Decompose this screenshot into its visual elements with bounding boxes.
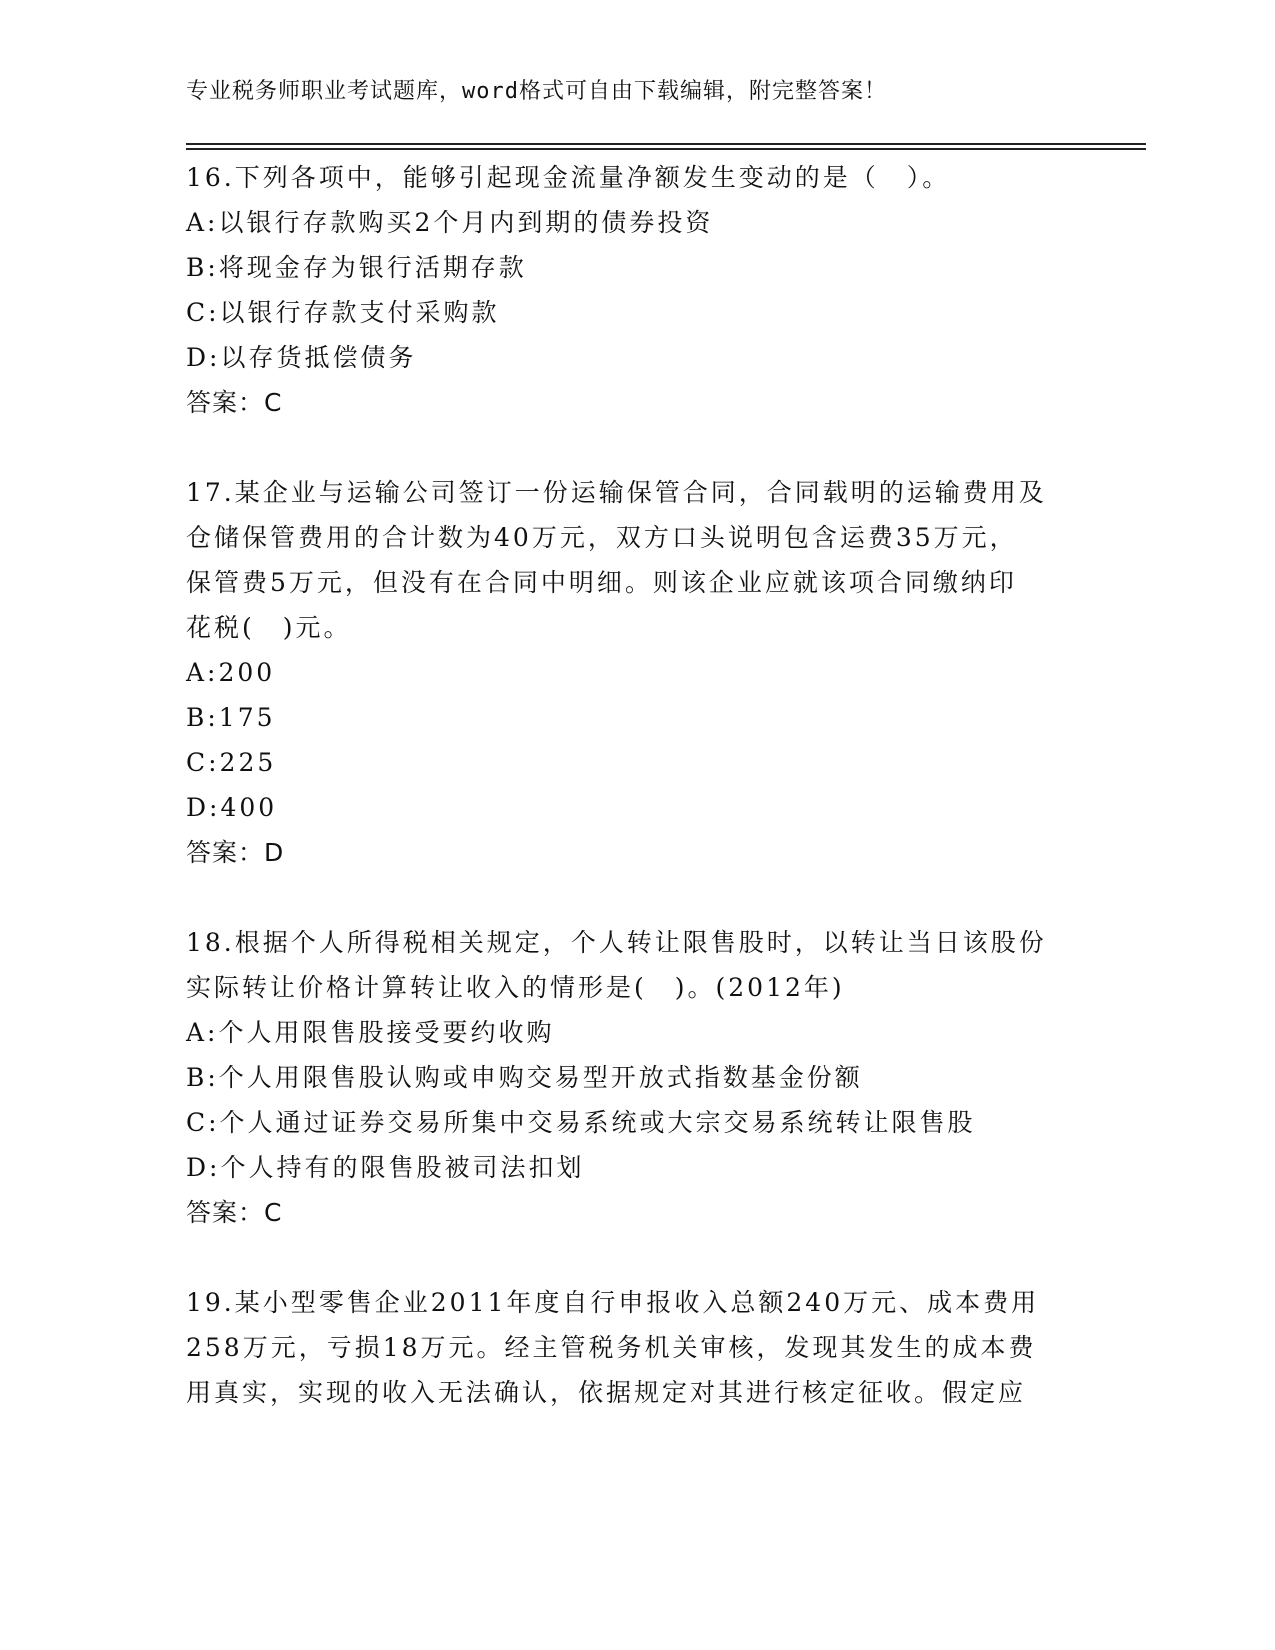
answer-line: 答案：C <box>186 1198 283 1227</box>
question-stem-line: 18.根据个人所得税相关规定，个人转让限售股时，以转让当日该股份 <box>186 928 1047 957</box>
spacer <box>186 1235 1086 1280</box>
option-d: D:以存货抵偿债务 <box>186 343 417 372</box>
question-stem-line: 258万元，亏损18万元。经主管税务机关审核，发现其发生的成本费 <box>186 1333 1037 1362</box>
option-b: B:个人用限售股认购或申购交易型开放式指数基金份额 <box>186 1063 863 1092</box>
question-19 <box>186 1280 1086 1415</box>
question-list <box>186 155 1086 1415</box>
option-a: A:个人用限售股接受要约收购 <box>186 1018 555 1047</box>
question-17 <box>186 470 1086 875</box>
question-stem-line: 17.某企业与运输公司签订一份运输保管合同，合同载明的运输费用及 <box>186 478 1047 507</box>
question-stem-line: 16.下列各项中，能够引起现金流量净额发生变动的是（ ）。 <box>186 163 951 192</box>
option-a: A:200 <box>186 658 276 687</box>
question-stem-line: 仓储保管费用的合计数为40万元，双方口头说明包含运费35万元， <box>186 523 1018 552</box>
option-d: D:400 <box>186 793 278 822</box>
question-stem-line: 保管费5万元，但没有在合同中明细。则该企业应就该项合同缴纳印 <box>186 568 1017 597</box>
option-c: C:以银行存款支付采购款 <box>186 298 500 327</box>
header-rule-bottom <box>186 148 1146 150</box>
page-header: 专业税务师职业考试题库，word格式可自由下载编辑，附完整答案！ <box>186 79 887 104</box>
option-a: A:以银行存款购买2个月内到期的债券投资 <box>186 208 714 237</box>
answer-line: 答案：C <box>186 388 283 417</box>
option-c: C:225 <box>186 748 277 777</box>
spacer <box>186 875 1086 920</box>
option-c: C:个人通过证券交易所集中交易系统或大宗交易系统转让限售股 <box>186 1108 976 1137</box>
option-d: D:个人持有的限售股被司法扣划 <box>186 1153 585 1182</box>
option-b: B:175 <box>186 703 276 732</box>
header-rule-top <box>186 143 1146 145</box>
answer-line: 答案：D <box>186 838 285 867</box>
question-stem-line: 花税( )元。 <box>186 613 352 642</box>
question-16 <box>186 155 1086 425</box>
question-stem-line: 用真实，实现的收入无法确认，依据规定对其进行核定征收。假定应 <box>186 1378 1027 1407</box>
option-b: B:将现金存为银行活期存款 <box>186 253 527 282</box>
question-stem-line: 实际转让价格计算转让收入的情形是( )。(2012年) <box>186 973 845 1002</box>
spacer <box>186 425 1086 470</box>
question-stem-line: 19.某小型零售企业2011年度自行申报收入总额240万元、成本费用 <box>186 1288 1040 1317</box>
question-18 <box>186 920 1086 1235</box>
